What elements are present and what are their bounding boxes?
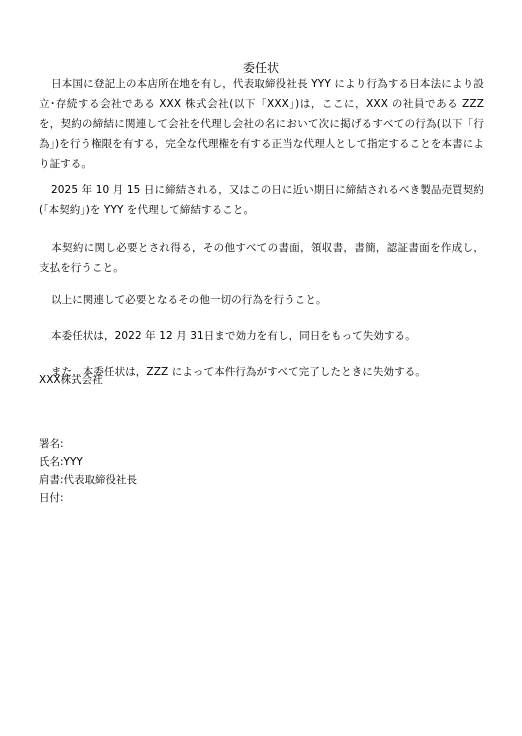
paragraph-other-acts [39, 290, 484, 310]
paragraph-text: 本契約に関し必要とされ得る，その他すべての書面，領収書，書簡，認証書面を作成し，支払を行うこと。 [39, 242, 484, 274]
paragraph-text: 本委任状は，2022 年 12 月 31日まで効力を有し，同日をもって失効する。 [51, 330, 416, 342]
paragraph-text: また，本委任状は，ZZZ によって本件行為がすべて完了したときに失効する。 [51, 366, 426, 378]
date-line: 日付: [39, 492, 64, 504]
paragraph-contract [39, 180, 484, 220]
paragraph-text: 以上に関連して必要となるその他一切の行為を行うこと。 [51, 294, 327, 306]
paragraph-text: 日本国に登記上の本店所在地を有し，代表取締役社長 YYY により行為する日本法により設立･存続する会社である XXX 株式会社(以下「XXX」)は，ここに，XXX の社員である ZZZ を，契約の締結に関連して会社を代理し会社の名において次に掲げるすべての行為(以下「行為」)を行う権限を有する，完全な代理権を有する正当な代理人として指定することを本書により証する。 [39, 78, 484, 170]
paragraph-documents [39, 238, 484, 278]
signer-name-line: 氏名:YYY [39, 456, 83, 468]
company-name: XXX株式会社 [39, 374, 103, 386]
paragraph-appointment [39, 74, 484, 174]
signer-title-line: 肩書:代表取締役社長 [39, 474, 138, 486]
document-title: 委任状 [242, 61, 279, 75]
paragraph-validity [39, 326, 484, 346]
signature-line: 署名: [39, 438, 64, 450]
paragraph-text: 2025 年 10 月 15 日に締結される，又はこの日に近い期日に締結されるべき製品売買契約(「本契約」)を YYY を代理して締結すること。 [39, 184, 484, 216]
paragraph-expiry [39, 362, 484, 382]
